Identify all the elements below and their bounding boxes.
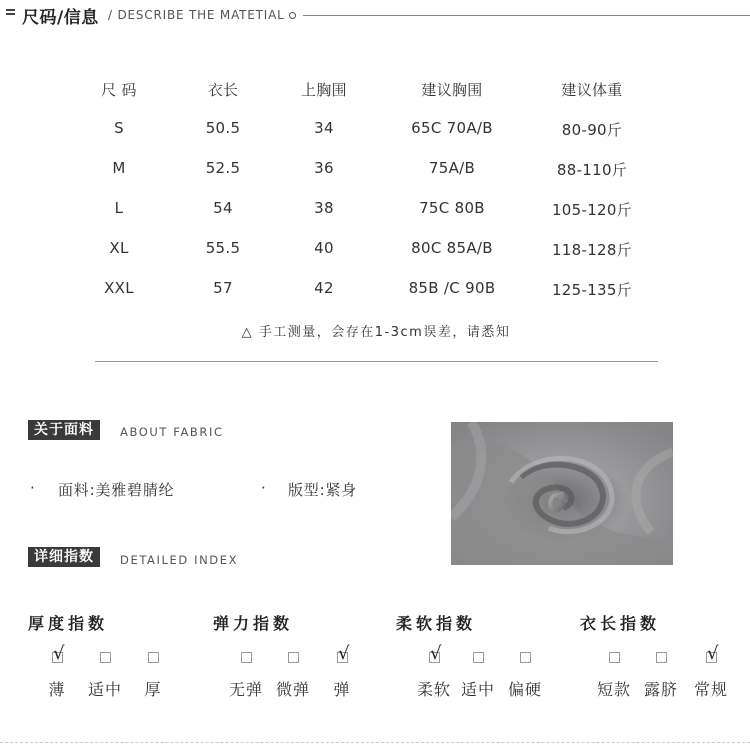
circle-icon [289, 12, 296, 19]
table-cell: 55.5 [205, 239, 241, 257]
index-option-label: 柔软 [416, 680, 452, 699]
fabric-section-label: 关于面料 [28, 420, 100, 440]
section-title: 尺码/信息 [22, 8, 99, 28]
table-cell: 75C 80B [419, 199, 485, 217]
index-group-title: 弹力指数 [213, 614, 294, 633]
table-cell: 57 [213, 279, 233, 297]
table-header-cell: 建议体重 [561, 81, 623, 99]
table-cell: 54 [213, 199, 233, 217]
table-cell: 65C 70A/B [411, 119, 493, 137]
table-cell: 105-120斤 [551, 201, 633, 219]
checkbox [100, 652, 111, 663]
index-option-label: 厚 [144, 680, 162, 699]
index-option-label: 适中 [460, 680, 496, 699]
table-cell: 75A/B [428, 159, 476, 177]
index-option-label: 适中 [87, 680, 123, 699]
table-cell: 85B /C 90B [408, 279, 496, 297]
table-cell: XL [109, 239, 129, 257]
table-header-cell: 上胸围 [301, 81, 347, 99]
table-cell: 125-135斤 [551, 281, 633, 299]
fabric-material: 面料:美雅碧腈纶 [58, 481, 175, 499]
table-cell: M [112, 159, 126, 177]
index-group-title: 厚度指数 [28, 614, 109, 633]
checkbox [656, 652, 667, 663]
table-header-cell: 衣长 [207, 81, 239, 99]
index-option-label: 微弹 [275, 680, 311, 699]
index-group-title: 柔软指数 [396, 614, 477, 633]
checkbox [520, 652, 531, 663]
table-header-cell: 尺 码 [101, 81, 137, 99]
checkmark-icon: √ [338, 643, 350, 664]
table-cell: 80-90斤 [561, 121, 623, 139]
index-option-label: 短款 [596, 680, 632, 699]
index-option-label: 偏硬 [507, 680, 543, 699]
section-subtitle: / DESCRIBE THE MATETIAL [108, 8, 285, 22]
checkbox [609, 652, 620, 663]
table-cell: XXL [104, 279, 134, 297]
checkmark-icon: √ [430, 643, 442, 664]
table-cell: 36 [314, 159, 334, 177]
table-cell: 80C 85A/B [411, 239, 493, 257]
table-cell: 40 [314, 239, 334, 257]
index-section-label-en: DETAILED INDEX [120, 553, 239, 567]
table-cell: L [114, 199, 124, 217]
table-divider [95, 361, 658, 362]
checkbox [241, 652, 252, 663]
fabric-swatch-image [451, 422, 673, 565]
table-cell: 38 [314, 199, 334, 217]
table-cell: 88-110斤 [556, 161, 628, 179]
index-option-label: 无弹 [228, 680, 264, 699]
fabric-fit: 版型:紧身 [288, 481, 358, 499]
table-cell: 42 [314, 279, 334, 297]
table-cell: 34 [314, 119, 334, 137]
menu-icon [6, 9, 15, 16]
bottom-divider [0, 742, 750, 743]
checkmark-icon: √ [707, 643, 719, 664]
measurement-note: △ 手工测量，会存在1-3cm误差，请悉知 [241, 325, 511, 340]
header-divider [303, 15, 750, 16]
index-option-label: 常规 [693, 680, 729, 699]
table-cell: 50.5 [205, 119, 241, 137]
bullet-icon: · [261, 479, 267, 497]
table-header-cell: 建议胸围 [421, 81, 483, 99]
checkbox [288, 652, 299, 663]
index-option-label: 露脐 [643, 680, 679, 699]
bullet-icon: · [30, 479, 36, 497]
table-cell: S [114, 119, 124, 137]
fabric-section-label-en: ABOUT FABRIC [120, 425, 224, 439]
index-option-label: 弹 [333, 680, 351, 699]
checkbox [473, 652, 484, 663]
index-option-label: 薄 [48, 680, 66, 699]
checkbox [148, 652, 159, 663]
index-group-title: 衣长指数 [580, 614, 661, 633]
index-section-label: 详细指数 [28, 547, 100, 567]
checkmark-icon: √ [53, 643, 65, 664]
table-cell: 118-128斤 [551, 241, 633, 259]
table-cell: 52.5 [205, 159, 241, 177]
